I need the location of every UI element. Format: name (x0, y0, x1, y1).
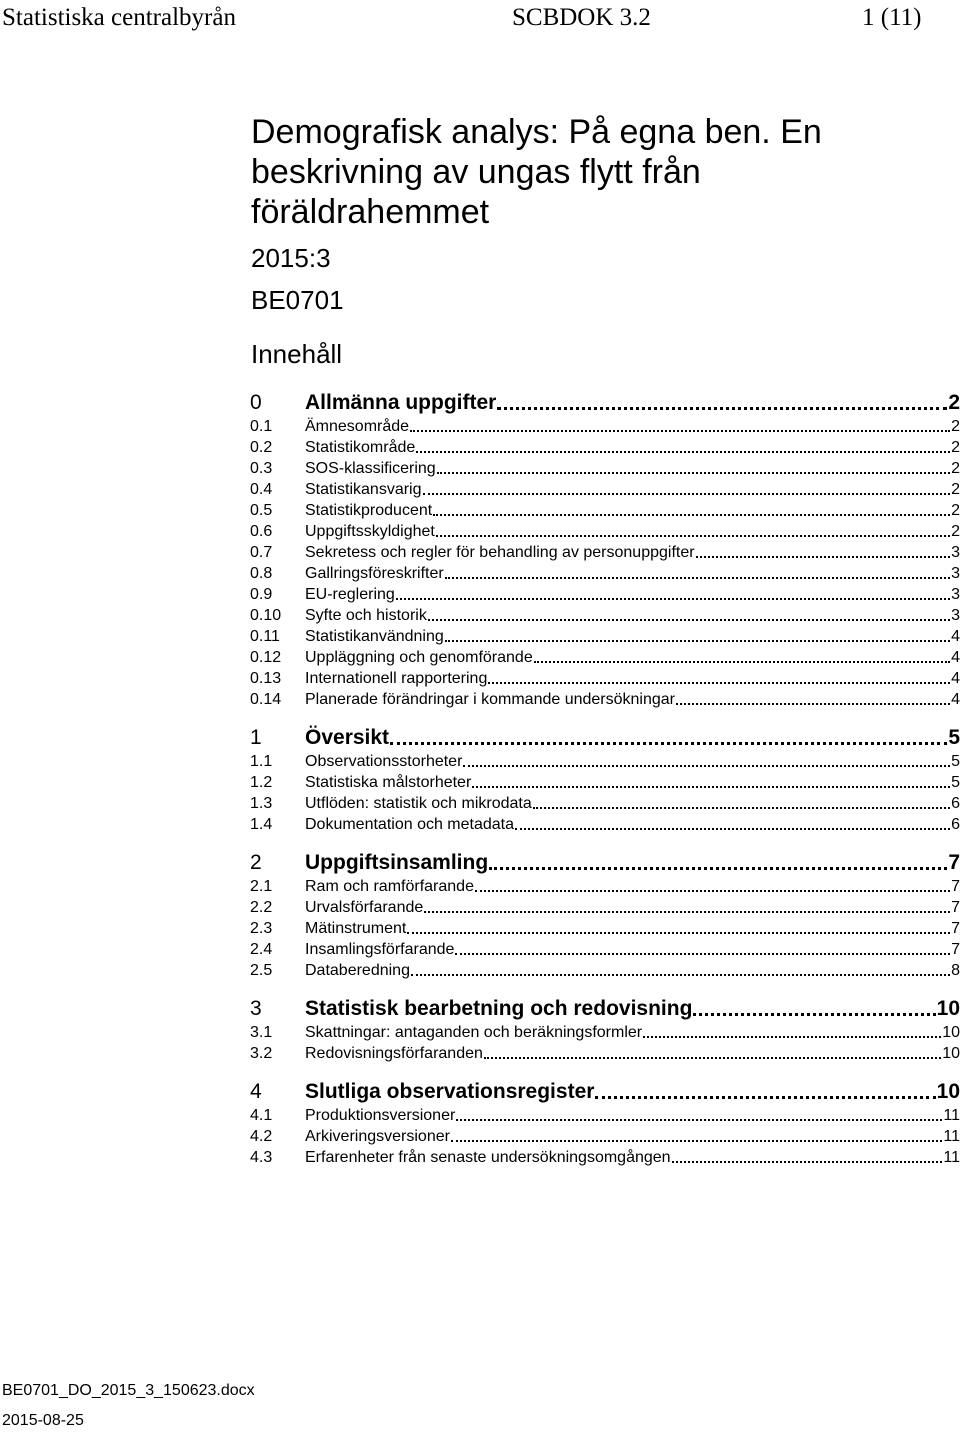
toc-dot-leader (595, 1096, 935, 1099)
page-indicator: 1 (11) (862, 4, 922, 31)
toc-entry-page: 2 (951, 439, 960, 456)
toc-entry-page: 6 (951, 816, 960, 833)
toc-entry-page: 7 (951, 878, 960, 895)
toc-dot-leader (672, 1161, 943, 1163)
toc-entry-page: 5 (948, 726, 960, 749)
toc-dot-leader (489, 867, 947, 870)
toc-entry[interactable] (250, 1147, 960, 1168)
toc-entry[interactable] (250, 939, 960, 960)
toc-entry-page: 3 (951, 586, 960, 603)
toc-entry-page: 10 (942, 1045, 960, 1062)
toc-dot-leader (423, 493, 951, 495)
toc-dot-leader (475, 890, 950, 892)
toc-entry[interactable] (250, 1105, 960, 1126)
toc-entry-page: 11 (943, 1128, 960, 1145)
footer-date: 2015-08-25 (2, 1412, 84, 1429)
toc-entry-label: Databeredning (305, 962, 410, 979)
toc-entry-page: 2 (951, 418, 960, 435)
toc-entry-label: Syfte och historik (305, 607, 427, 624)
toc-entry-label: Sekretess och regler för behandling av personuppgifter (305, 544, 695, 561)
toc-entry-number: 0.7 (250, 544, 273, 561)
toc-entry-label: Översikt (305, 726, 390, 749)
toc-entry-page: 2 (951, 460, 960, 477)
document-code: SCBDOK 3.2 (512, 4, 651, 31)
toc-entry-label: Ram och ramförfarande (305, 878, 474, 895)
toc-entry[interactable] (250, 458, 960, 479)
toc-dot-leader (407, 932, 950, 934)
toc-entry-number: 0.2 (250, 439, 273, 456)
toc-entry[interactable] (250, 897, 960, 918)
toc-entry-number: 4.1 (250, 1107, 273, 1124)
toc-entry-label: Statistiska målstorheter (305, 774, 472, 791)
toc-entry-number: 4.2 (250, 1128, 273, 1145)
toc-entry[interactable] (250, 793, 960, 814)
toc-dot-leader (515, 828, 950, 830)
toc-dot-leader (463, 765, 950, 767)
table-of-contents (250, 390, 960, 1168)
toc-entry[interactable] (250, 563, 960, 584)
toc-dot-leader (410, 430, 950, 432)
toc-entry-number: 0.14 (250, 691, 282, 708)
toc-dot-leader (433, 514, 950, 516)
toc-entry-page: 4 (951, 628, 960, 645)
toc-entry[interactable] (250, 751, 960, 772)
toc-entry-page: 2 (951, 502, 960, 519)
toc-entry-number: 0.13 (250, 670, 282, 687)
toc-dot-leader (416, 451, 950, 453)
toc-entry-label: Internationell rapportering (305, 670, 488, 687)
toc-entry-page: 4 (951, 649, 960, 666)
toc-entry[interactable] (250, 626, 960, 647)
toc-entry-number: 1.2 (250, 774, 273, 791)
toc-entry-label: Slutliga observationsregister (305, 1080, 595, 1103)
toc-dot-leader (456, 1119, 942, 1121)
toc-entry-label: Uppläggning och genomförande (305, 649, 533, 666)
toc-dot-leader (497, 407, 947, 410)
toc-dot-leader (643, 1036, 941, 1038)
toc-dot-leader (484, 1057, 941, 1059)
toc-entry-label: Arkiveringsversioner (305, 1128, 450, 1145)
toc-entry-number: 1.1 (250, 753, 273, 770)
toc-entry-number: 2.5 (250, 962, 273, 979)
toc-entry-number: 0.9 (250, 586, 273, 603)
toc-entry[interactable] (250, 1126, 960, 1147)
toc-entry-page: 10 (936, 1080, 960, 1103)
toc-entry-label: Uppgiftsinsamling (305, 851, 489, 874)
toc-entry-page: 2 (948, 391, 960, 414)
toc-entry-number: 0 (250, 391, 262, 414)
toc-entry[interactable] (250, 542, 960, 563)
toc-entry-page: 10 (942, 1024, 960, 1041)
toc-entry-label: Dokumentation och metadata (305, 816, 515, 833)
toc-dot-leader (396, 598, 950, 600)
toc-entry[interactable] (250, 772, 960, 793)
toc-entry-label: Observationsstorheter (305, 753, 463, 770)
toc-entry-label: Uppgiftsskyldighet (305, 523, 435, 540)
toc-entry[interactable] (250, 584, 960, 605)
toc-entry-label: Utflöden: statistik och mikrodata (305, 795, 532, 812)
toc-entry-page: 11 (943, 1107, 960, 1124)
toc-dot-leader (472, 786, 950, 788)
toc-entry-page: 2 (951, 481, 960, 498)
toc-dot-leader (424, 911, 950, 913)
toc-entry-label: Statistikområde (305, 439, 416, 456)
toc-entry-page: 3 (951, 565, 960, 582)
toc-dot-leader (411, 974, 950, 976)
organization-name: Statistiska centralbyrån (2, 4, 236, 31)
toc-entry-label: Gallringsföreskrifter (305, 565, 444, 582)
toc-entry-label: Statistisk bearbetning och redovisning (305, 997, 693, 1020)
toc-entry[interactable] (250, 521, 960, 542)
toc-entry-number: 4.3 (250, 1149, 273, 1166)
toc-dot-leader (488, 682, 950, 684)
toc-entry-label: Allmänna uppgifter (305, 391, 497, 414)
toc-entry-number: 4 (250, 1080, 262, 1103)
toc-entry-number: 1.3 (250, 795, 273, 812)
toc-entry-number: 0.11 (250, 628, 280, 645)
toc-dot-leader (436, 535, 950, 537)
toc-dot-leader (696, 556, 951, 558)
toc-entry-page: 8 (951, 962, 960, 979)
toc-entry-number: 0.12 (250, 649, 282, 666)
toc-entry-number: 0.3 (250, 460, 273, 477)
toc-entry[interactable] (250, 960, 960, 981)
toc-entry-label: Ämnesområde (305, 418, 410, 435)
toc-entry-label: EU-reglering (305, 586, 395, 603)
toc-entry[interactable] (250, 500, 960, 521)
toc-entry-label: Produktionsversioner (305, 1107, 456, 1124)
toc-entry[interactable] (250, 605, 960, 626)
toc-entry-page: 5 (951, 753, 960, 770)
toc-dot-leader (533, 807, 950, 809)
toc-section-entry[interactable] (250, 725, 960, 751)
toc-entry[interactable] (250, 1022, 960, 1043)
toc-entry[interactable] (250, 1043, 960, 1064)
toc-dot-leader (428, 619, 950, 621)
toc-entry-page: 3 (951, 607, 960, 624)
toc-entry-label: Erfarenheter från senaste undersökningsomgången (305, 1149, 671, 1166)
toc-section-entry[interactable] (250, 850, 960, 876)
toc-dot-leader (534, 661, 950, 663)
toc-entry-label: Statistikproducent (305, 502, 433, 519)
toc-entry-page: 4 (951, 691, 960, 708)
toc-entry-page: 11 (943, 1149, 960, 1166)
toc-section-entry[interactable] (250, 1079, 960, 1105)
document-year: 2015:3 (251, 243, 331, 273)
toc-section-entry[interactable] (250, 390, 960, 416)
toc-entry-page: 7 (951, 941, 960, 958)
toc-entry-label: Statistikanvändning (305, 628, 444, 645)
toc-dot-leader (437, 472, 950, 474)
toc-dot-leader (445, 577, 950, 579)
toc-entry[interactable] (250, 668, 960, 689)
toc-dot-leader (445, 640, 950, 642)
toc-dot-leader (676, 703, 950, 705)
toc-entry-number: 3.2 (250, 1045, 273, 1062)
toc-entry-page: 3 (951, 544, 960, 561)
toc-entry-page: 10 (936, 997, 960, 1020)
toc-entry[interactable] (250, 918, 960, 939)
toc-dot-leader (455, 953, 950, 955)
toc-entry-number: 0.1 (250, 418, 273, 435)
toc-dot-leader (693, 1013, 935, 1016)
toc-entry-page: 6 (951, 795, 960, 812)
toc-entry[interactable] (250, 416, 960, 437)
toc-entry-page: 2 (951, 523, 960, 540)
toc-entry-number: 2.1 (250, 878, 273, 895)
toc-entry[interactable] (250, 876, 960, 897)
toc-entry-label: Insamlingsförfarande (305, 941, 455, 958)
toc-dot-leader (451, 1140, 942, 1142)
toc-entry-number: 2 (250, 851, 262, 874)
toc-entry-label: Urvalsförfarande (305, 899, 424, 916)
toc-entry-number: 2.3 (250, 920, 273, 937)
toc-entry-page: 4 (951, 670, 960, 687)
toc-entry[interactable] (250, 479, 960, 500)
toc-section-entry[interactable] (250, 996, 960, 1022)
toc-entry[interactable] (250, 689, 960, 710)
toc-entry-page: 7 (948, 851, 960, 874)
toc-entry-number: 0.5 (250, 502, 273, 519)
toc-entry-number: 3.1 (250, 1024, 273, 1041)
toc-entry-label: Planerade förändringar i kommande undersökningar (305, 691, 675, 708)
toc-entry-label: Statistikansvarig (305, 481, 422, 498)
toc-entry-number: 1 (250, 726, 262, 749)
toc-entry-number: 0.10 (250, 607, 282, 624)
footer-filename: BE0701_DO_2015_3_150623.docx (2, 1382, 255, 1399)
toc-entry-label: Mätinstrument (305, 920, 407, 937)
toc-entry-number: 2.4 (250, 941, 273, 958)
toc-entry-number: 2.2 (250, 899, 273, 916)
contents-heading: Innehåll (251, 339, 343, 369)
toc-entry[interactable] (250, 814, 960, 835)
toc-entry-label: Redovisningsförfaranden (305, 1045, 483, 1062)
toc-entry-number: 0.6 (250, 523, 273, 540)
toc-entry-label: Skattningar: antaganden och beräkningsformler (305, 1024, 643, 1041)
toc-entry-label: SOS-klassificering (305, 460, 436, 477)
toc-entry[interactable] (250, 437, 960, 458)
document-product-code: BE0701 (251, 285, 344, 315)
toc-entry-number: 1.4 (250, 816, 273, 833)
page-header (0, 0, 960, 44)
document-title: Demografisk analys: På egna ben. En beskrivning av ungas flytt från föräldrahemmet (251, 113, 822, 231)
toc-entry-number: 0.4 (250, 481, 273, 498)
toc-entry[interactable] (250, 647, 960, 668)
toc-entry-number: 3 (250, 997, 262, 1020)
toc-entry-number: 0.8 (250, 565, 273, 582)
toc-entry-page: 7 (951, 920, 960, 937)
toc-entry-page: 7 (951, 899, 960, 916)
toc-entry-page: 5 (951, 774, 960, 791)
toc-dot-leader (390, 742, 947, 745)
